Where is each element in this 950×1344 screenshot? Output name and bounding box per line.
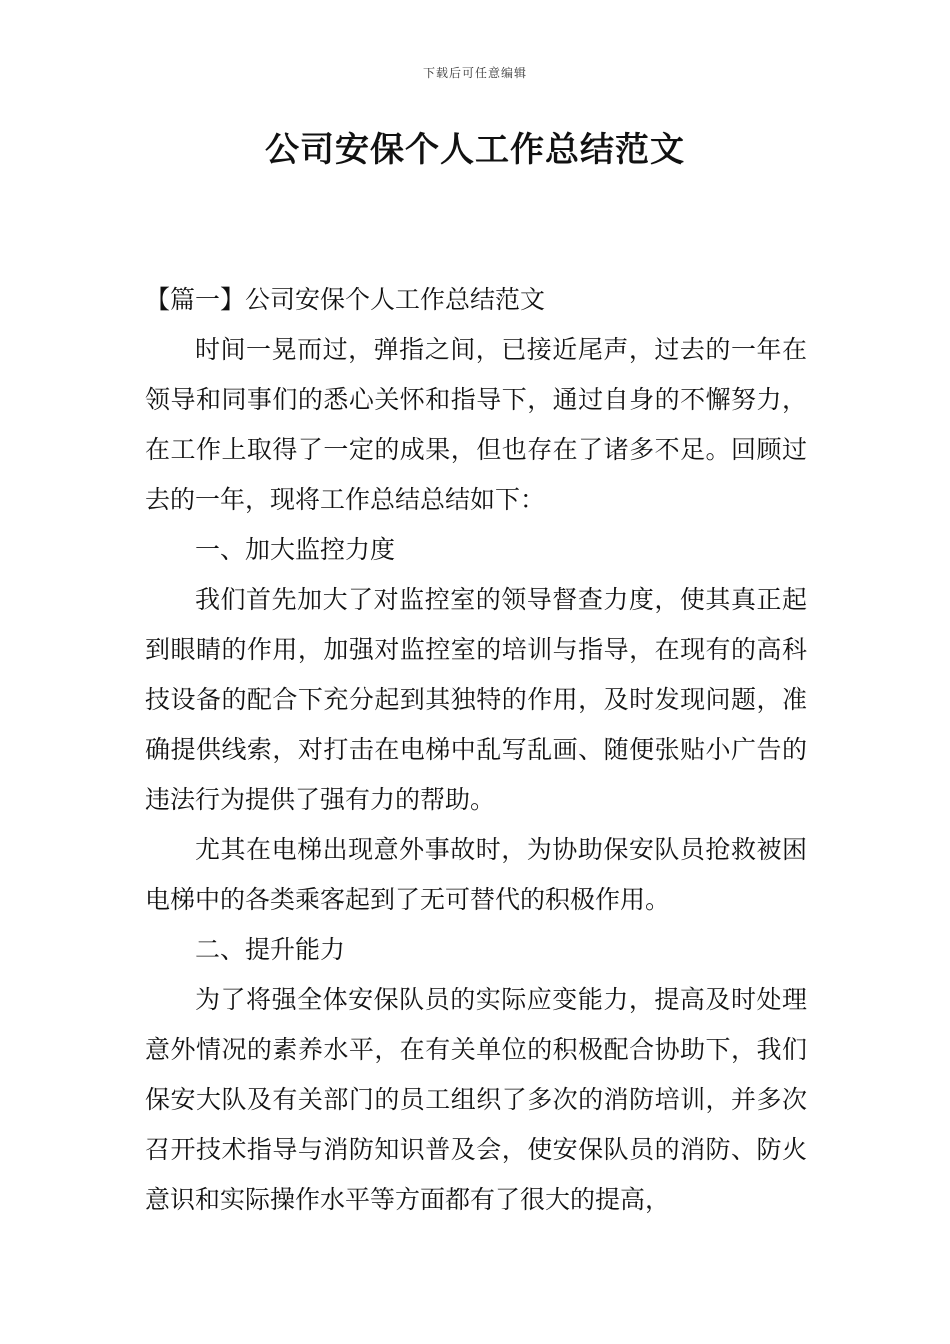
document-body (145, 275, 807, 1225)
intro-paragraph: 时间一晃而过，弹指之间，已接近尾声，过去的一年在领导和同事们的悉心关怀和指导下，通过自身的不懈努力，在工作上取得了一定的成果，但也存在了诸多不足。回顾过去的一年，现将工作总结总结如下： (145, 335, 807, 514)
subheading-monitoring: 一、加大监控力度 (195, 535, 396, 564)
elevator-paragraph: 尤其在电梯出现意外事故时，为协助保安队员抢救被困电梯中的各类乘客起到了无可替代的积极作用。 (145, 835, 807, 914)
header-note: 下载后可任意编辑 (422, 66, 527, 80)
document-title: 公司安保个人工作总结范文 (265, 130, 685, 170)
subheading-ability: 二、提升能力 (195, 935, 346, 964)
monitoring-paragraph: 我们首先加大了对监控室的领导督查力度，使其真正起到眼睛的作用，加强对监控室的培训与指导，在现有的高科技设备的配合下充分起到其独特的作用，及时发现问题，准确提供线索，对打击在电梯中乱写乱画、随便张贴小广告的违法行为提供了强有力的帮助。 (145, 585, 807, 814)
section-heading-part-one: 【篇一】公司安保个人工作总结范文 (145, 285, 546, 314)
ability-paragraph: 为了将强全体安保队员的实际应变能力，提高及时处理意外情况的素养水平，在有关单位的积极配合协助下，我们保安大队及有关部门的员工组织了多次的消防培训，并多次召开技术指导与消防知识普及会，使安保队员的消防、防火意识和实际操作水平等方面都有了很大的提高， (145, 985, 807, 1214)
